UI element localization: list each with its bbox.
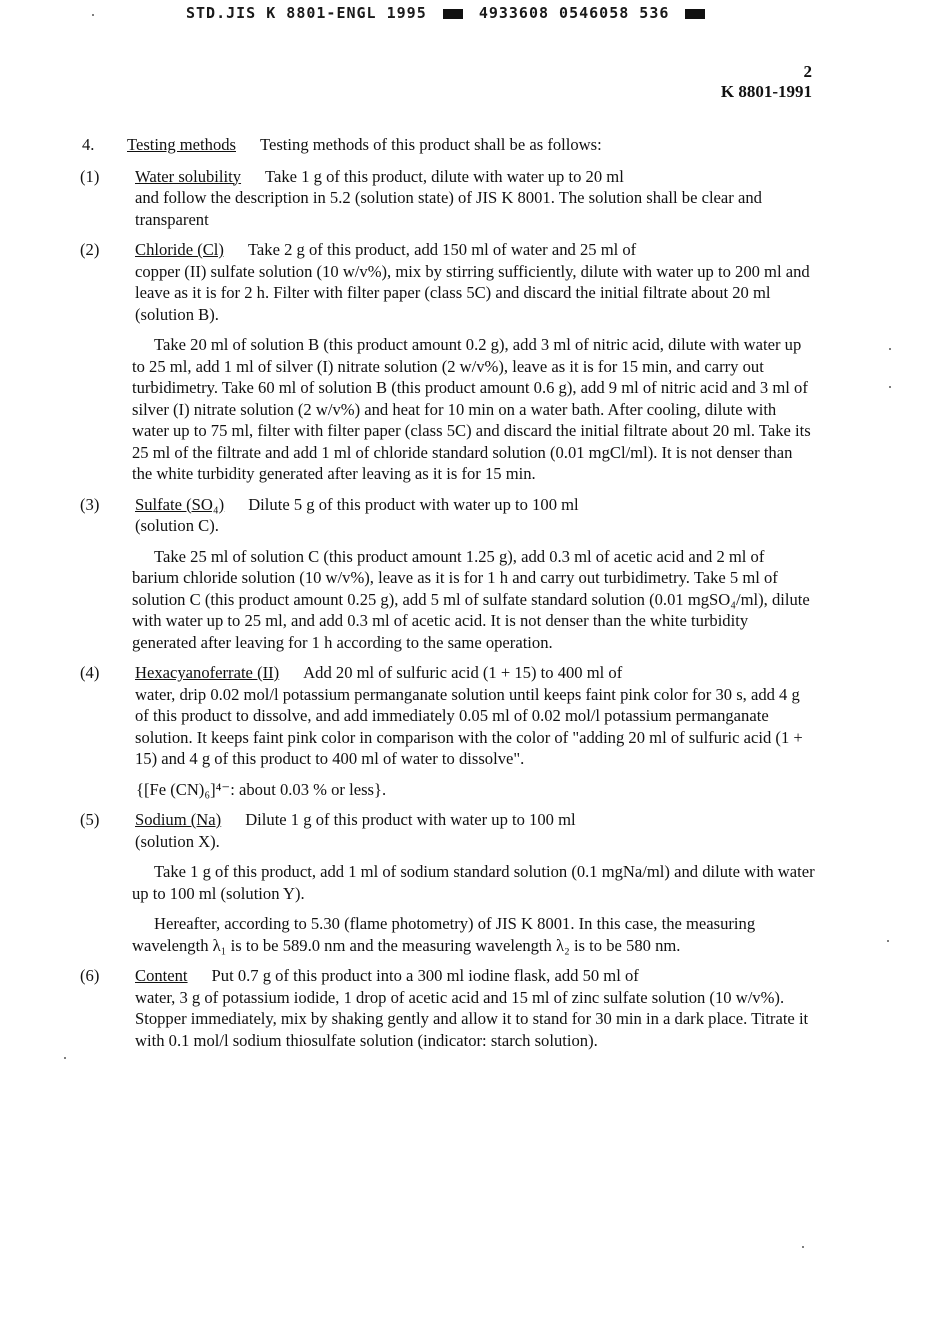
item-continuation: copper (II) sulfate solution (10 w/v%), mix by stirring sufficiently, dilute with water up to 200 ml and leave as it is for 2 h. Filter with filter paper (class 5C) and discard the initial filtrate about 20 ml (solution B). [135, 261, 810, 324]
scan-speck [887, 940, 889, 942]
item-sulfate [0, 494, 815, 537]
item-number: (4) [80, 663, 100, 682]
item-continuation: (solution C). [135, 516, 219, 535]
section-title: Testing methods [127, 135, 236, 154]
item-continuation: and follow the description in 5.2 (solution state) of JIS K 8001. The solution shall be clear and transparent [135, 188, 762, 229]
item-text: Take 1 g of this product, dilute with water up to 20 ml [265, 166, 624, 186]
sulfate-procedure: Take 25 ml of solution C (this product amount 1.25 g), add 0.3 ml of acetic acid and 2 ml of barium chloride solution (10 w/v%), leave as it is for 1 h and carry out turbidimetry. Take 5 ml of solution C (this product amount 0.25 g), add 5 ml of sulfate standard solution (0.01 mgSO₄/ml), dilute with water up to 25 ml, and add 0.3 ml of acetic acid. It is not denser than the white turbidity generated after leaving for 1 h according to the same operation. [132, 546, 810, 652]
header-block-mark [443, 9, 463, 19]
sodium-measurement: Hereafter, according to 5.30 (flame photometry) of JIS K 8001. In this case, the measuring wavelength λ₁ is to be 589.0 nm and the measuring wavelength λ₂ is to be 580 nm. [132, 914, 756, 955]
scan-speck [889, 386, 891, 388]
header-block-mark-2 [685, 9, 705, 19]
scan-speck [92, 14, 94, 16]
section-text: Testing methods of this product shall be as follows: [260, 135, 602, 154]
chloride-procedure: Take 20 ml of solution B (this product amount 0.2 g), add 3 ml of nitric acid, dilute with water up to 25 ml, add 1 ml of silver (I) nitrate solution (2 w/v%), leave as it is for 15 min, and carry out turbidimetry. Take 60 ml of solution B (this product amount 0.6 g), add 9 ml of nitric acid and 3 ml of silver (I) nitrate solution (2 w/v%) and heat for 10 min on a water bath. After cooling, dilute with water up to 75 ml, filter with filter paper (class 5C) and discard the initial filtrate about 20 ml. Take its 25 ml of the filtrate and add 1 ml of chloride standard solution (0.01 mgCl/ml). It is not denser than the white turbidity generated after leaving as it is for 15 min. [132, 335, 811, 483]
item-number: (6) [80, 966, 100, 985]
item-continuation: water, drip 0.02 mol/l potassium permanganate solution until keeps faint pink color for 30 s, add 4 g of this product to dissolve, and add immediately 0.05 ml of 0.02 mol/l potassium permanganate solution. It keeps faint pink color in comparison with the color of "adding 20 ml of sulfuric acid (1 + 15) and 4 g of this product to 400 ml of water to dissolve". [135, 684, 803, 768]
item-number: (3) [80, 494, 100, 514]
section-testing-methods [0, 134, 817, 156]
item-chloride [0, 239, 815, 325]
document-body [0, 134, 950, 1060]
standard-number: K 8801-1991 [720, 82, 812, 101]
item-sodium [0, 809, 815, 852]
item-number: (1) [80, 166, 100, 186]
scan-speck [64, 1057, 66, 1059]
scan-speck [889, 348, 891, 350]
item-text: Dilute 5 g of this product with water up to 100 ml [248, 494, 579, 514]
item-water-solubility [0, 166, 815, 231]
item-number: (5) [80, 810, 100, 829]
header-right-code: 4933608 0546058 536 [478, 4, 670, 22]
item-continuation: water, 3 g of potassium iodide, 1 drop of acetic acid and 15 ml of zinc sulfate solution (10 w/v%). Stopper immediately, mix by shaking gently and allow it to stand for 30 min in a dark place. Titrate it with 0.1 mol/l sodium thiosulfate solution (indicator: starch solution). [135, 987, 809, 1050]
section-number: 4. [82, 135, 95, 154]
item-title: Sulfate (SO₄) [135, 494, 225, 514]
item-title: Content [135, 966, 188, 985]
header-left-code: STD.JIS K 8801-ENGL 1995 [186, 4, 427, 22]
item-content [0, 965, 815, 1051]
item-title: Chloride (Cl) [135, 240, 224, 259]
item-text: Take 2 g of this product, add 150 ml of water and 25 ml of [247, 240, 637, 259]
scan-speck [802, 1246, 804, 1248]
item-title: Hexacyanoferrate (II) [135, 663, 280, 682]
item-hexacyanoferrate [0, 662, 815, 770]
page-number: 2 [803, 62, 812, 81]
sodium-procedure: Take 1 g of this product, add 1 ml of sodium standard solution (0.1 mgNa/ml) and dilute with water up to 100 ml (solution Y). [132, 862, 815, 903]
item-text: Put 0.7 g of this product into a 300 ml iodine flask, add 50 ml of [211, 966, 639, 985]
hexacyanoferrate-note: {[Fe (CN)₆]⁴⁻: about 0.03 % or less}. [136, 779, 387, 799]
item-title: Water solubility [135, 166, 242, 186]
item-title: Sodium (Na) [135, 810, 222, 829]
document-header [186, 4, 711, 22]
item-text: Dilute 1 g of this product with water up to 100 ml [245, 810, 576, 829]
item-continuation: (solution X). [135, 831, 220, 851]
item-number: (2) [80, 240, 100, 259]
item-text: Add 20 ml of sulfuric acid (1 + 15) to 400 ml of [303, 663, 623, 682]
